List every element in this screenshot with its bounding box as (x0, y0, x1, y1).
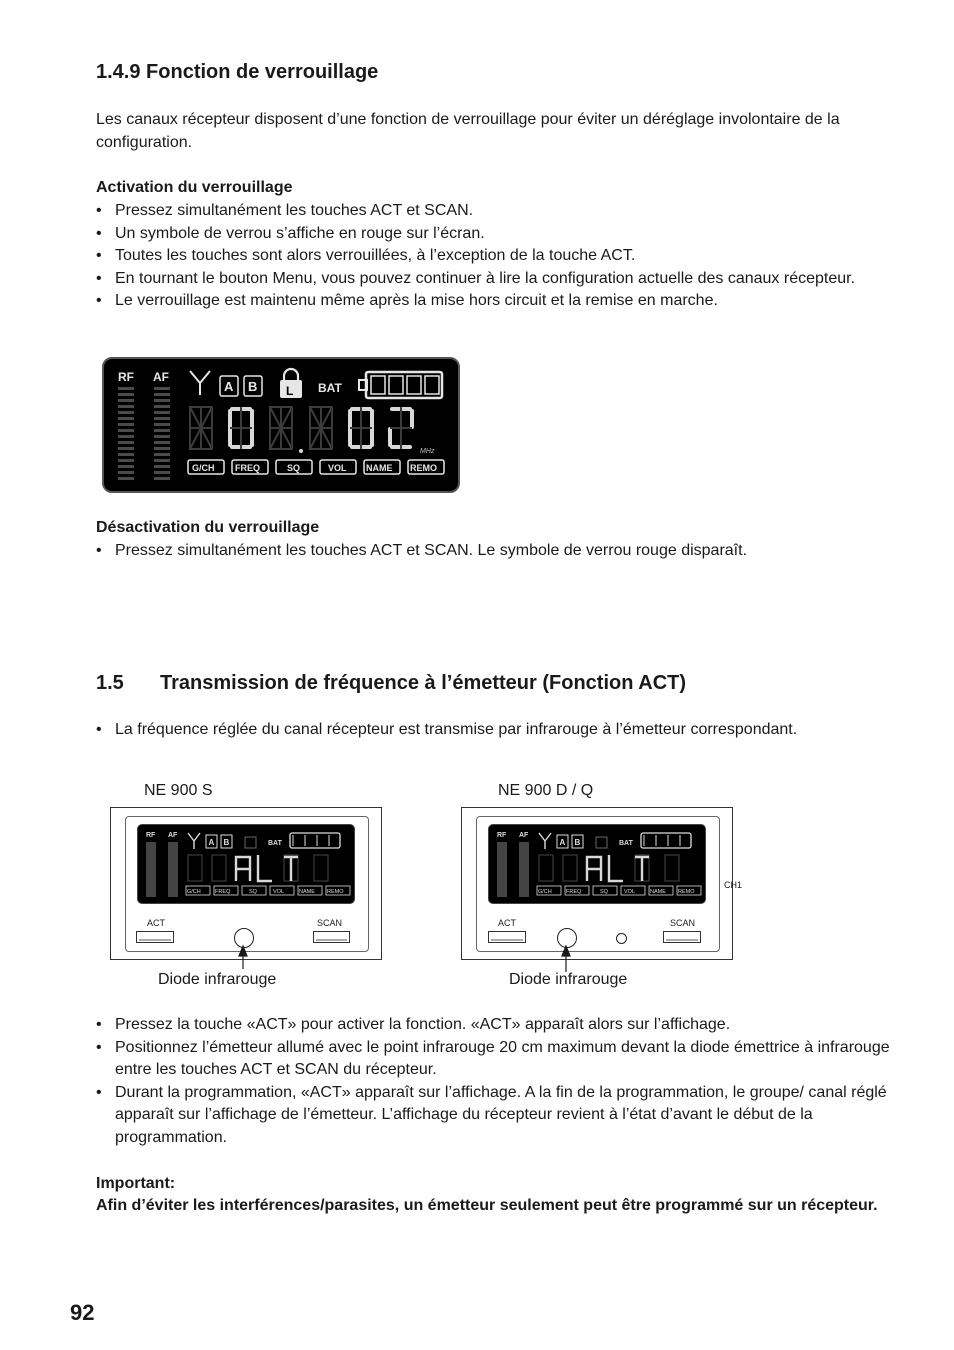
svg-text:VOL: VOL (624, 889, 636, 895)
svg-text:FREQ: FREQ (235, 463, 261, 473)
svg-text:SQ: SQ (600, 889, 608, 895)
svg-text:VOL: VOL (328, 463, 347, 473)
svg-text:REMO: REMO (678, 889, 695, 895)
list-item: • Pressez simultanément les touches ACT et SCAN. Le symbole de verrou rouge disparaît. (96, 540, 886, 563)
activation-heading: Activation du verrouillage (96, 179, 293, 196)
list-item: • La fréquence réglée du canal récepteur est transmise par infrarouge à l’émetteur correspondant. (96, 719, 886, 742)
important-heading: Important: (96, 1175, 176, 1192)
list-item: • Toutes les touches sont alors verrouillées, à l’exception de la touche ACT. (96, 245, 876, 268)
svg-text:G/CH: G/CH (538, 889, 552, 895)
mhz-label: MHz (420, 448, 435, 455)
svg-text:A: A (559, 838, 566, 847)
af-label: AF (153, 370, 169, 384)
svg-text:BAT: BAT (268, 840, 282, 847)
svg-text:B: B (223, 838, 230, 847)
ch1-label: CH1 (724, 880, 743, 890)
page-number: 92 (70, 1300, 95, 1325)
svg-text:NAME: NAME (299, 889, 315, 895)
lock-intro: Les canaux récepteur disposent d’une fonction de verrouillage pour éviter un déréglage involontaire de la configuration. (96, 111, 840, 151)
svg-text:NAME: NAME (366, 463, 393, 473)
svg-text:FREQ: FREQ (215, 889, 231, 895)
act-steps-list (96, 1014, 892, 1149)
section-number: 1.5 (96, 672, 124, 694)
b-indicator: B (248, 379, 258, 394)
section-title-lock: 1.4.9 Fonction de verrouillage (96, 61, 379, 83)
important-text: Afin d’éviter les interférences/parasites, un émetteur seulement peut être programmé sur un récepteur. (96, 1197, 878, 1214)
list-item: • Positionnez l’émetteur allumé avec le point infrarouge 20 cm maximum devant la diode émettrice à infrarouge entre les touches ACT et SCAN du récepteur. (96, 1037, 892, 1082)
svg-text:SQ: SQ (249, 889, 257, 895)
svg-text:AF: AF (168, 832, 178, 839)
svg-text:G/CH: G/CH (187, 889, 201, 895)
svg-text:AF: AF (519, 832, 529, 839)
section-title-text: Transmission de fréquence à l’émetteur (Fonction ACT) (160, 672, 687, 694)
svg-text:SQ: SQ (287, 463, 301, 473)
svg-text:RF: RF (146, 832, 156, 839)
svg-text:G/CH: G/CH (192, 463, 215, 473)
svg-text:NAME: NAME (650, 889, 666, 895)
svg-text:A: A (208, 838, 215, 847)
deactivation-heading: Désactivation du verrouillage (96, 519, 320, 536)
list-item: • Pressez simultanément les touches ACT et SCAN. (96, 200, 876, 223)
svg-text:B: B (574, 838, 581, 847)
diode-label-right: Diode infrarouge (509, 971, 628, 988)
bat-label: BAT (318, 381, 342, 395)
act-button-label: ACT (498, 918, 516, 928)
act-button-label: ACT (147, 918, 165, 928)
a-indicator: A (224, 379, 234, 394)
list-item: • Un symbole de verrou s’affiche en rouge sur l’écran. (96, 223, 876, 246)
svg-text:RF: RF (497, 832, 507, 839)
lock-letter: L (286, 384, 294, 398)
rf-label: RF (118, 370, 134, 384)
svg-text:REMO: REMO (410, 463, 437, 473)
svg-text:FREQ: FREQ (566, 889, 582, 895)
scan-button-label: SCAN (670, 918, 696, 928)
svg-text:VOL: VOL (273, 889, 285, 895)
list-item: • Le verrouillage est maintenu même après la mise hors circuit et la remise en marche. (96, 290, 876, 313)
list-item: • En tournant le bouton Menu, vous pouvez continuer à lire la configuration actuelle des canaux récepteur. (96, 268, 876, 291)
model-label-left: NE 900 S (144, 782, 213, 799)
svg-text:BAT: BAT (619, 840, 633, 847)
list-item: • Pressez la touche «ACT» pour activer la fonction. «ACT» apparaît alors sur l’affichage. (96, 1014, 892, 1037)
scan-button-label: SCAN (317, 918, 343, 928)
model-label-right: NE 900 D / Q (498, 782, 594, 799)
list-item: • Durant la programmation, «ACT» apparaît sur l’affichage. A la fin de la programmation, le groupe/ canal réglé apparaît sur l’affichage de l’émetteur. L’affichage du récepteur revient à l’état d’avant le début de la programmation. (96, 1082, 892, 1150)
svg-text:REMO: REMO (327, 889, 344, 895)
diode-label-left: Diode infrarouge (158, 969, 276, 992)
